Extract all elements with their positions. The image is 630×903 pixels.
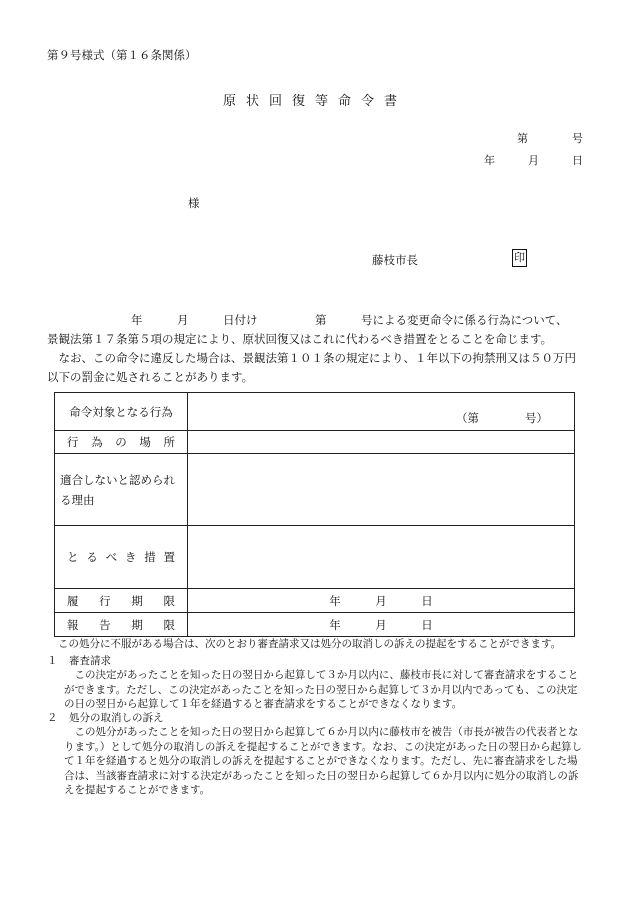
row-value-report-deadline: 年 月 日 <box>188 613 575 637</box>
table-row <box>55 613 575 637</box>
form-number: 第９号様式（第１６条関係） <box>47 48 197 62</box>
appeal-item1-number: １ <box>47 655 58 667</box>
appeal-item2-body: この処分があったことを知った日の翌日から起算して６か月以内に藤枝市を被告（市長が被告の代表者となります。）として処分の取消しの訴えを提起することができます。なお、この決定があった日の翌日から起算して１年を経過すると処分の取消しの訴えを提起することができなくなります。ただし、先に審査請求をした場合は、当該審査請求に対する決定があったことを知った日の翌日から起算して６か月以内に処分の取消しの訴えを提起することができます。 <box>64 726 582 796</box>
row-label-measures: とるべき措置 <box>55 526 188 589</box>
row-value-measures <box>188 526 575 589</box>
appeal-item2-heading <box>47 711 583 726</box>
row-label-location: 行為の場所 <box>55 431 188 454</box>
order-paragraph-line2: 景観法第１７条第５項の規定により、原状回復又はこれに代わるべき措置をとることを命じます。 <box>47 331 553 346</box>
appeal-item1-heading <box>47 654 583 669</box>
row-value-performance-deadline: 年 月 日 <box>188 589 575 613</box>
order-paragraph-line1: 年 月 日付け 第 号による変更命令に係る行為について、 <box>131 313 568 327</box>
issuer-name: 藤枝市長 <box>372 253 418 267</box>
appeal-item2-title: 処分の取消しの訴え <box>69 712 164 724</box>
row-value-location <box>188 431 575 454</box>
order-details-table <box>54 392 575 637</box>
appeal-notice-intro: この処分に不服がある場合は、次のとおり審査請求又は処分の取消しの訴えの提起をすることができます。 <box>58 638 562 650</box>
table-row <box>55 589 575 613</box>
addressee-suffix: 様 <box>188 196 200 210</box>
appeal-item2-number: ２ <box>47 712 58 724</box>
document-date: 年 月 日 <box>484 154 583 167</box>
row-label-report-deadline: 報告期限 <box>55 613 188 637</box>
document-title: 原状回復等命令書 <box>222 94 407 109</box>
seal-mark: 印 <box>512 249 527 267</box>
row-label-reason: 適合しないと認められる理由 <box>55 454 188 526</box>
appeal-item1-body: この決定があったことを知った日の翌日から起算して３か月以内に、藤枝市長に対して審査請求をすることができます。ただし、この決定があったことを知った日の翌日から起算して３か月以内であっても、この決定の日の翌日から起算して１年を経過すると審査請求をすることができなくなります。 <box>64 669 579 710</box>
document-number: 第 号 <box>517 132 583 145</box>
row-value-target-act: （第 号） <box>188 393 575 431</box>
order-paragraph <box>47 311 583 348</box>
appeal-item1-title: 審査請求 <box>69 655 111 667</box>
table-row <box>55 454 575 526</box>
row-label-performance-deadline: 履行期限 <box>55 589 188 613</box>
penalty-paragraph: なお、この命令に違反した場合は、景観法第１０１条の規定により、１年以下の拘禁刑又は５０万円以下の罰金に処されることがあります。 <box>47 351 576 384</box>
row-label-target-act: 命令対象となる行為 <box>55 393 188 431</box>
table-row <box>55 526 575 589</box>
table-row <box>55 393 575 431</box>
row-value-reason <box>188 454 575 526</box>
table-row <box>55 431 575 454</box>
